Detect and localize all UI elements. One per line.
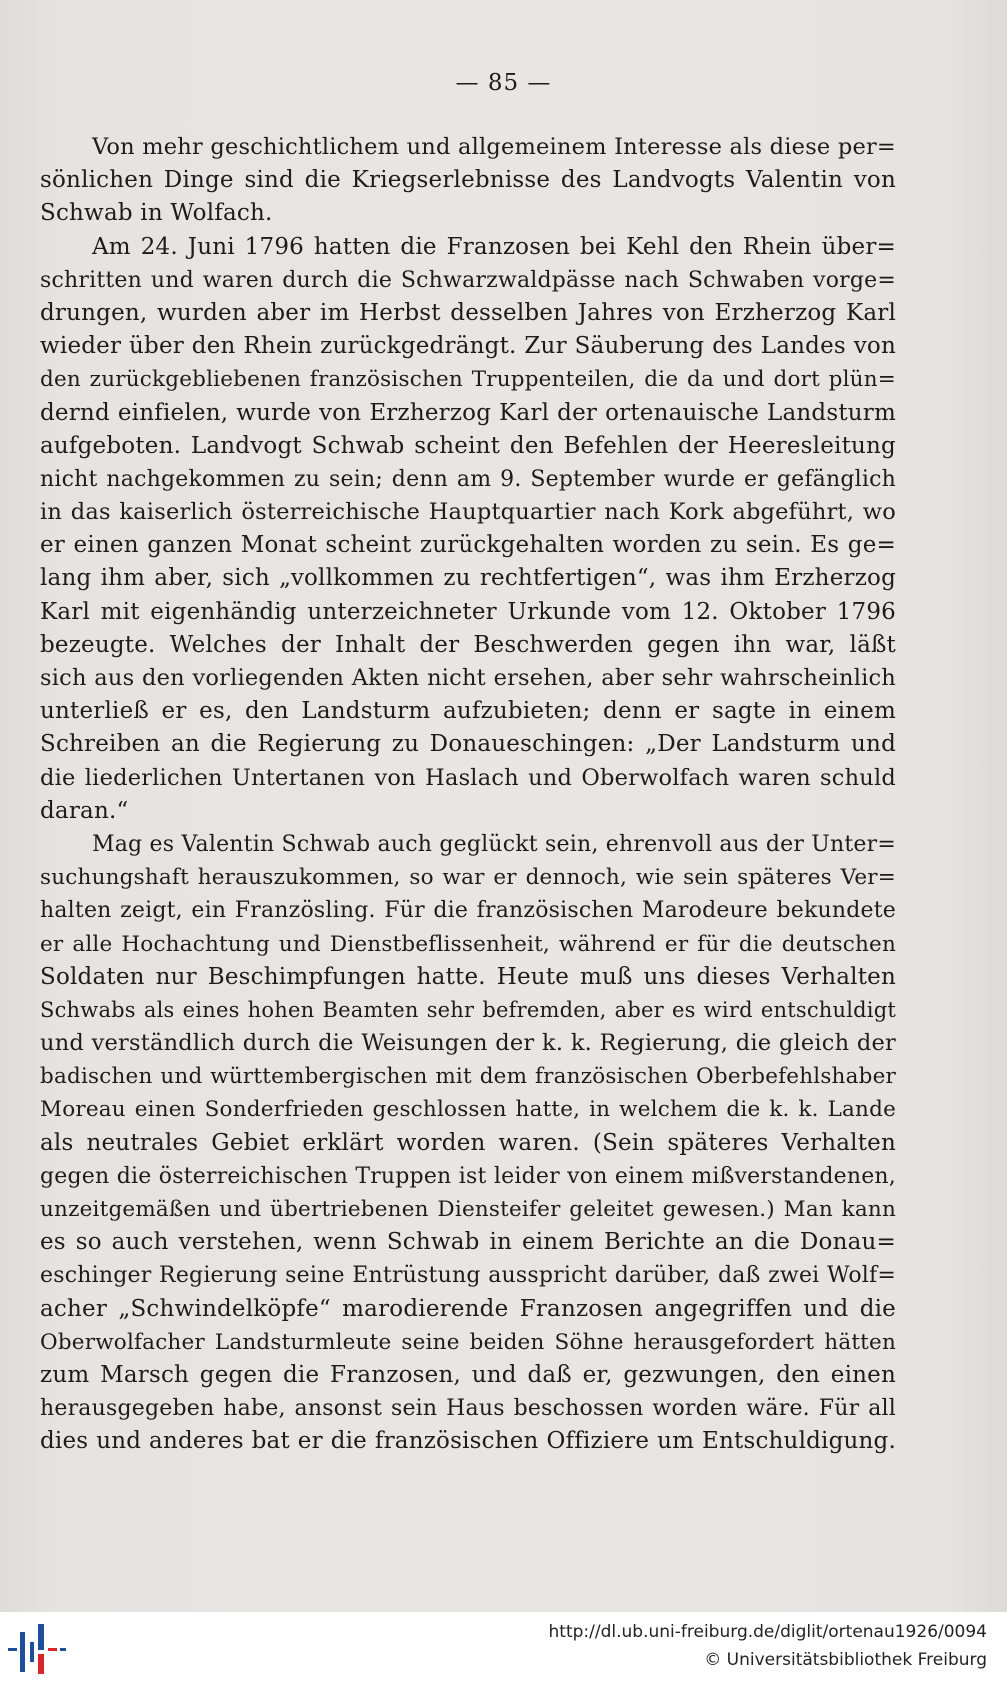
text-line: Am 24. Juni 1796 hatten die Franzosen bei Kehl den Rhein über= bbox=[92, 233, 896, 260]
text-line: es so auch verstehen, wenn Schwab in einem Berichte an die Donau= bbox=[40, 1229, 896, 1256]
text-line: Schwab in Wolfach. bbox=[40, 200, 273, 227]
body-text bbox=[40, 131, 896, 1459]
text-line: drungen, wurden aber im Herbst desselben Jahres von Erzherzog Karl bbox=[40, 299, 896, 326]
page-number: — 85 — bbox=[455, 70, 552, 96]
text-line: die liederlichen Untertanen von Haslach und Oberwolfach waren schuld bbox=[40, 764, 896, 791]
text-line: er einen ganzen Monat scheint zurückgehalten worden zu sein. Es ge= bbox=[40, 532, 896, 559]
text-line: wieder über den Rhein zurückgedrängt. Zur Säuberung des Landes von bbox=[40, 333, 896, 360]
text-line: den zurückgebliebenen französischen Truppenteilen, die da und dort plün= bbox=[40, 367, 896, 393]
text-line: lang ihm aber, sich „vollkommen zu rechtfertigen“, was ihm Erzherzog bbox=[40, 565, 896, 592]
text-line: und verständlich durch die Weisungen der k. k. Regierung, die gleich der bbox=[40, 1030, 896, 1057]
ub-freiburg-logo-icon bbox=[8, 1618, 68, 1676]
text-line: als neutrales Gebiet erklärt worden waren. (Sein späteres Verhalten bbox=[40, 1129, 896, 1156]
text-line: daran.“ bbox=[40, 797, 129, 824]
text-line: Mag es Valentin Schwab auch geglückt sein, ehrenvoll aus der Unter= bbox=[92, 831, 896, 857]
text-line: dernd einfielen, wurde von Erzherzog Karl der ortenauische Landsturm bbox=[40, 399, 896, 426]
text-line: schritten und waren durch die Schwarzwaldpässe nach Schwaben vorge= bbox=[40, 267, 896, 293]
text-line: Moreau einen Sonderfrieden geschlossen hatte, in welchem die k. k. Lande bbox=[40, 1097, 896, 1123]
text-line: sich aus den vorliegenden Akten nicht ersehen, aber sehr wahrscheinlich bbox=[40, 665, 896, 691]
document-url[interactable]: http://dl.ub.uni-freiburg.de/diglit/ortenau1926/0094 bbox=[548, 1622, 987, 1642]
text-line: Karl mit eigenhändig unterzeichneter Urkunde vom 12. Oktober 1796 bbox=[40, 598, 896, 625]
text-line: gegen die österreichischen Truppen ist leider von einem mißverstandenen, bbox=[40, 1163, 896, 1189]
text-line: sönlichen Dinge sind die Kriegserlebnisse des Landvogts Valentin von bbox=[40, 167, 896, 194]
text-line: halten zeigt, ein Französling. Für die französischen Marodeure bekundete bbox=[40, 898, 896, 924]
text-line: unterließ er es, den Landsturm aufzubieten; denn er sagte in einem bbox=[40, 698, 896, 725]
text-line: zum Marsch gegen die Franzosen, und daß er, gezwungen, den einen bbox=[40, 1361, 896, 1388]
text-line: Oberwolfacher Landsturmleute seine beiden Söhne herausgefordert hätten bbox=[40, 1329, 896, 1355]
text-line: Von mehr geschichtlichem und allgemeinem Interesse als diese per= bbox=[92, 134, 896, 160]
viewer-footer bbox=[0, 1612, 1007, 1681]
text-line: aufgeboten. Landvogt Schwab scheint den Befehlen der Heeresleitung bbox=[40, 432, 896, 459]
text-line: suchungshaft herauszukommen, so war er dennoch, wie sein späteres Ver= bbox=[40, 865, 896, 891]
text-line: Schreiben an die Regierung zu Donaueschingen: „Der Landsturm und bbox=[40, 731, 896, 758]
text-line: badischen und württembergischen mit dem französischen Oberbefehlshaber bbox=[40, 1064, 896, 1090]
text-line: herausgegeben habe, ansonst sein Haus beschossen worden wäre. Für all bbox=[40, 1396, 896, 1422]
text-line: nicht nachgekommen zu sein; denn am 9. September wurde er gefänglich bbox=[40, 466, 896, 492]
text-line: eschinger Regierung seine Entrüstung ausspricht darüber, daß zwei Wolf= bbox=[40, 1263, 896, 1289]
text-line: acher „Schwindelköpfe“ marodierende Franzosen angegriffen und die bbox=[40, 1295, 896, 1322]
text-line: er alle Hochachtung und Dienstbeflissenheit, während er für die deutschen bbox=[40, 931, 896, 957]
copyright-notice: © Universitätsbibliothek Freiburg bbox=[704, 1650, 987, 1670]
text-line: dies und anderes bat er die französischen Offiziere um Entschuldigung. bbox=[40, 1428, 896, 1455]
text-line: bezeugte. Welches der Inhalt der Beschwerden gegen ihn war, läßt bbox=[40, 631, 896, 658]
text-line: Schwabs als eines hohen Beamten sehr befremden, aber es wird entschuldigt bbox=[40, 997, 896, 1022]
text-line: unzeitgemäßen und übertriebenen Diensteifer geleitet gewesen.) Man kann bbox=[40, 1197, 896, 1222]
text-line: in das kaiserlich österreichische Hauptquartier nach Kork abgeführt, wo bbox=[40, 499, 896, 526]
text-line: Soldaten nur Beschimpfungen hatte. Heute muß uns dieses Verhalten bbox=[40, 963, 896, 990]
